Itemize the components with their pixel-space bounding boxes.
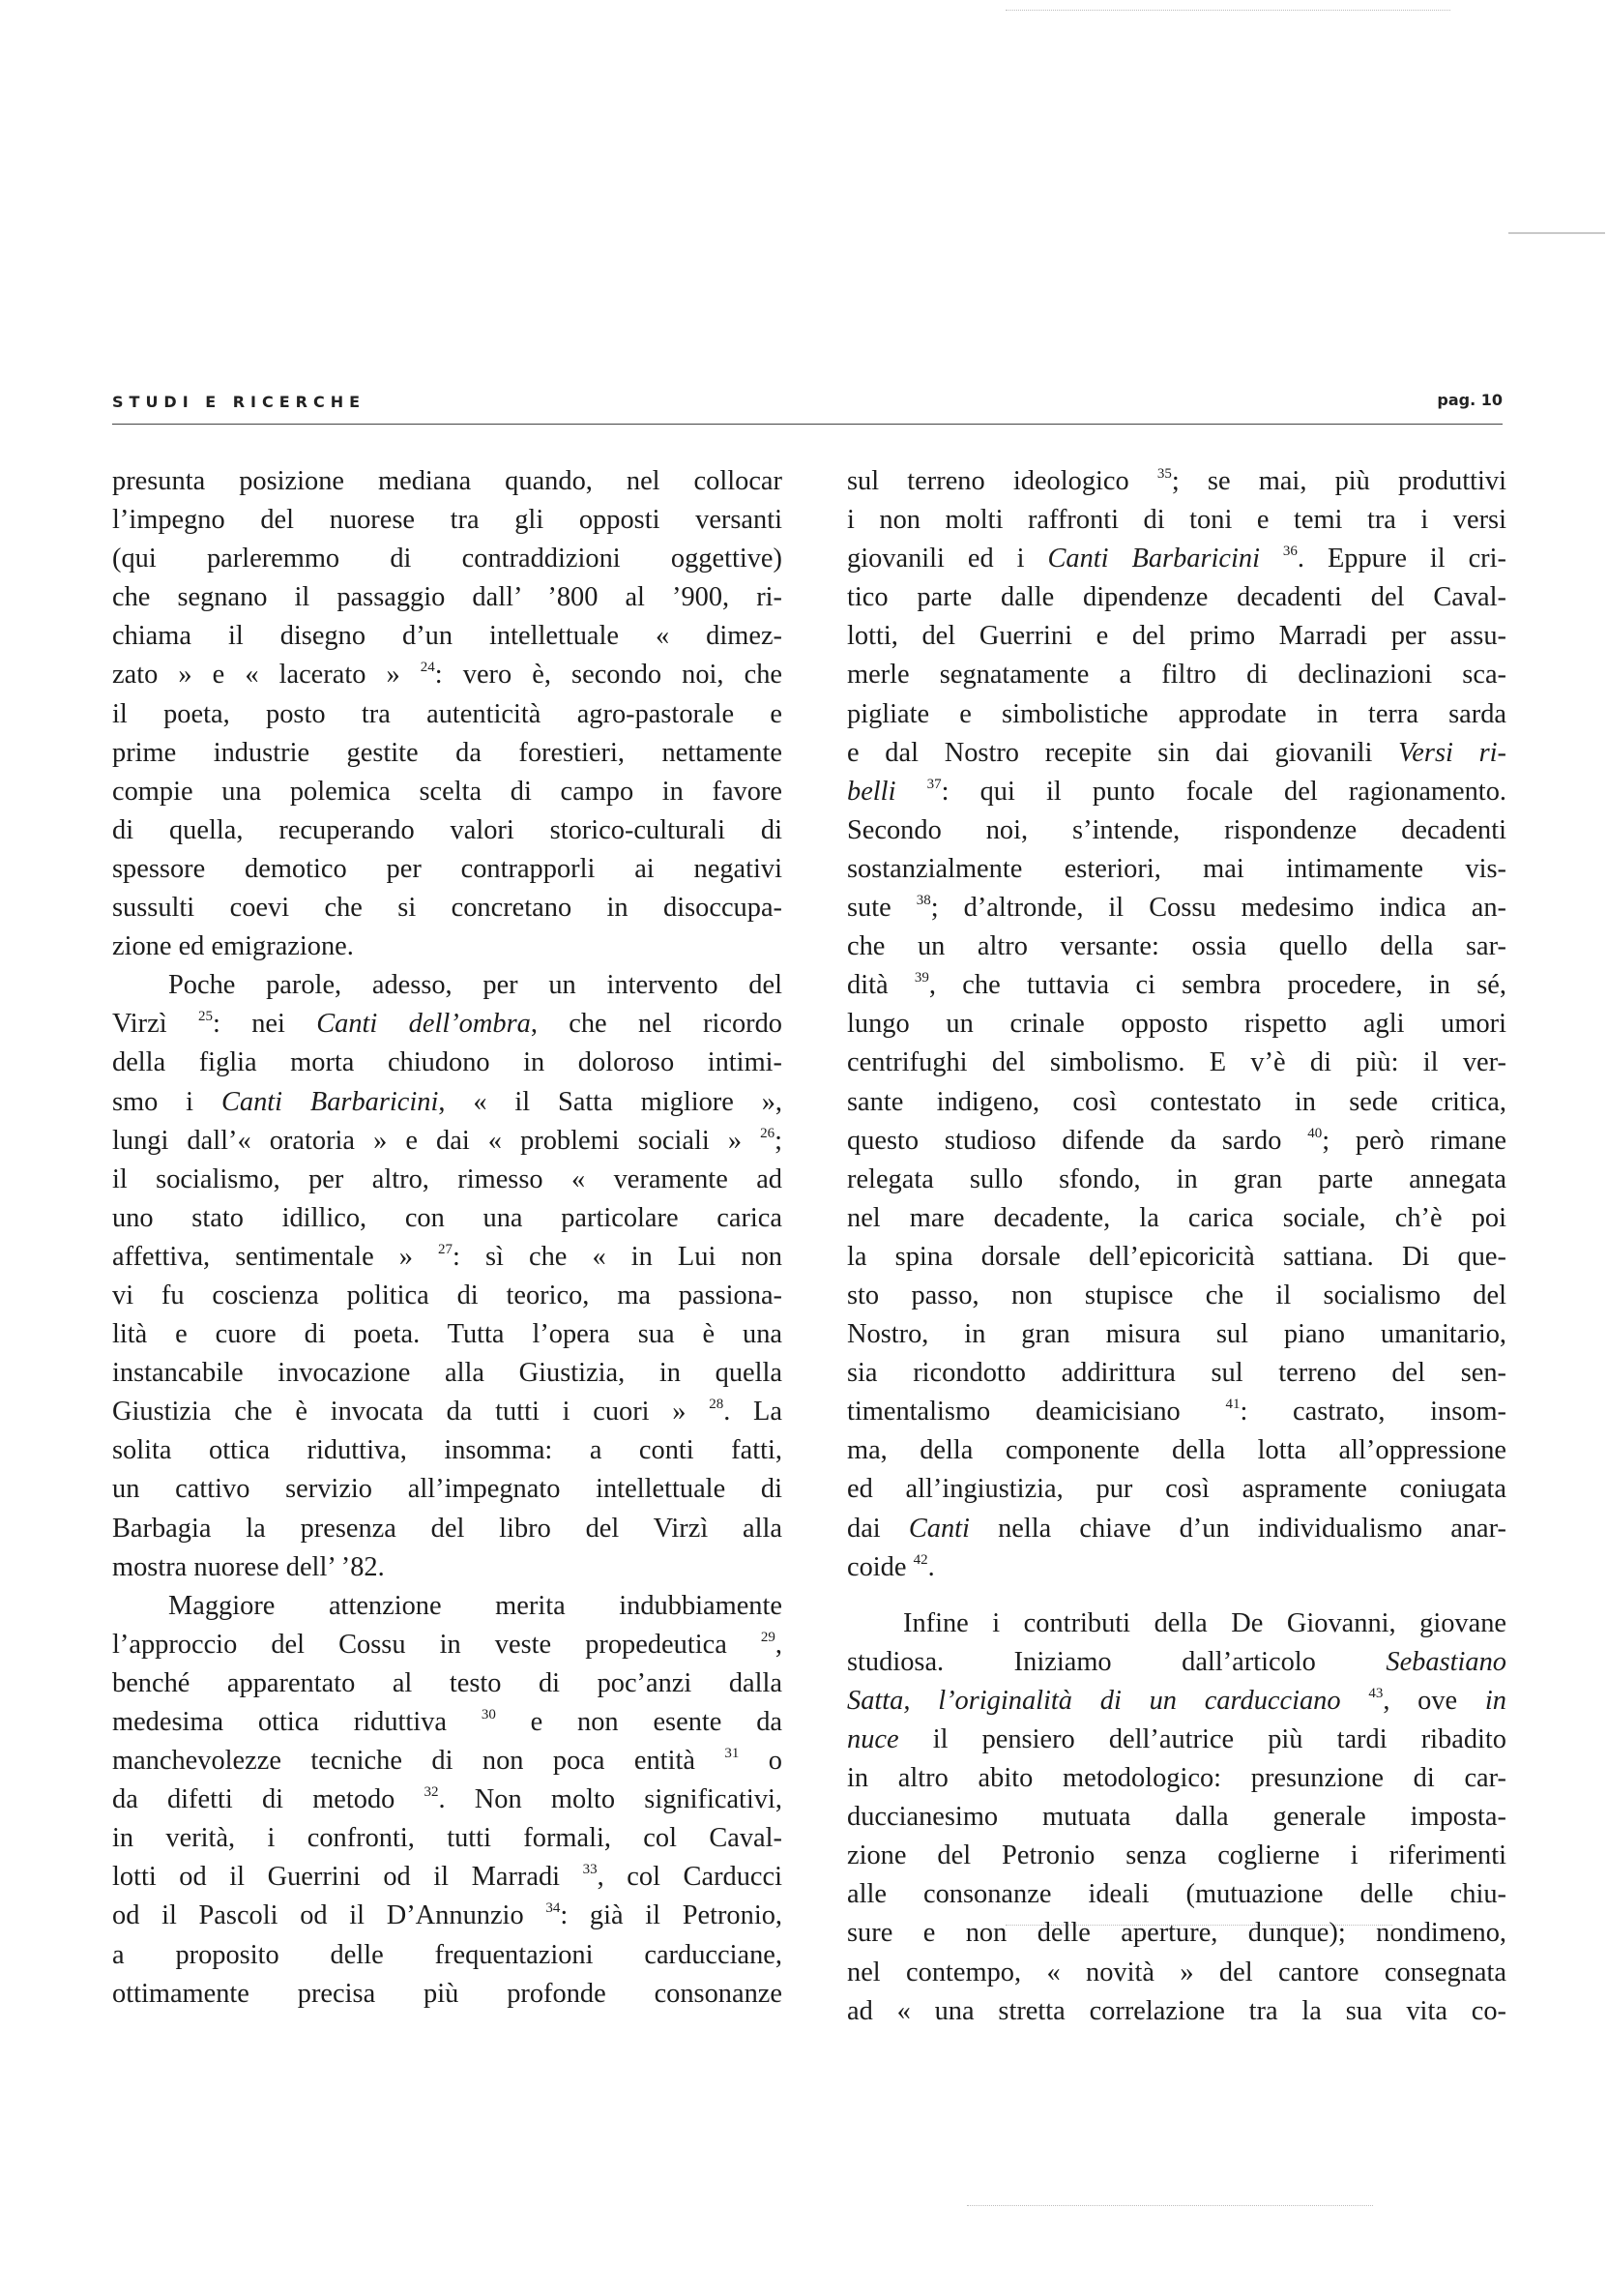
text-line: coide $^{42}$. [847,1551,935,1582]
text-line: compie una polemica scelta di campo in favore [112,776,782,807]
text-line: questo studioso difende da sardo $^{40}$; però rimane [847,1125,1507,1156]
text-line: Poche parole, adesso, per un intervento del [168,970,782,1001]
text-line: lotti, del Guerrini e del primo Marradi per assu- [847,621,1506,652]
text-line: sute $^{38}$; d’altronde, il Cossu medesimo indica an- [847,893,1506,924]
text-line: manchevolezze tecniche di non poca entità $^{31}$ o [112,1746,782,1777]
text-line: dai Canti nella chiave d’un individualismo anar- [847,1513,1506,1544]
header-rule [112,424,1503,425]
text-line: il poeta, posto tra autenticità agro-pastorale e [112,698,782,729]
text-line: Barbagia la presenza del libro del Virzì alla [112,1513,782,1544]
text-line: ottimamente precisa più profonde consonanze [112,1978,782,2009]
text-line: vi fu coscienza politica di teorico, ma passiona- [112,1280,782,1310]
text-line: lità e cuore di poeta. Tutta l’opera sua è una [112,1319,782,1350]
text-line: solita ottica riduttiva, insomma: a conti fatti, [112,1435,782,1466]
text-line: Virzì $^{25}$: nei Canti dell’ombra, che nel ricordo [112,1009,782,1040]
scan-artifact-bottom-2 [967,2205,1373,2206]
text-line: sostanzialmente esteriori, mai intimamente vis- [847,853,1506,884]
right-column [847,462,1506,2031]
text-line: alle consonanze ideali (mutuazione delle chiu- [847,1879,1506,1910]
text-line: Satta, l’originalità di un carducciano $^{43}$, ove in [847,1685,1506,1716]
text-line: spessore demotico per contrapporli ai negativi [112,853,782,884]
text-line: duccianesimo mutuata dalla generale imposta- [847,1802,1506,1833]
text-line: timentalismo deamicisiano $^{41}$: castrato, insom- [847,1397,1506,1428]
text-line: mostra nuorese dell’ ’82. [112,1551,385,1582]
text-line: Maggiore attenzione merita indubbiamente [168,1590,782,1621]
paragraph-gap [847,1587,1506,1604]
text-line: sul terreno ideologico $^{35}$; se mai, più produttivi [847,466,1507,496]
text-line: sante indigeno, così contestato in sede critica, [847,1086,1506,1117]
text-line: presunta posizione mediana quando, nel collocar [112,466,782,496]
text-line: Nostro, in gran misura sul piano umanitario, [847,1319,1506,1350]
text-line: affettiva, sentimentale » $^{27}$: sì che « in Lui non [112,1241,782,1272]
text-line: nel mare decadente, la carica sociale, ch’è poi [847,1202,1506,1233]
text-line: i non molti raffronti di toni e temi tra i versi [847,505,1506,536]
text-line: centrifughi del simbolismo. E v’è di più: il ver- [847,1047,1506,1078]
text-line: relegata sullo sfondo, in gran parte annegata [847,1163,1506,1194]
text-line: lotti od il Guerrini od il Marradi $^{33}$, col Carducci [112,1862,782,1893]
text-line: tico parte dalle dipendenze decadenti del Caval- [847,582,1506,613]
text-line: merle segnatamente a filtro di declinazioni sca- [847,660,1506,691]
page-number: pag. 10 [1437,391,1503,409]
text-line: che un altro versante: ossia quello della sar- [847,931,1506,962]
text-line: instancabile invocazione alla Giustizia, in quella [112,1358,782,1389]
text-line: sure e non delle aperture, dunque); nondimeno, [847,1918,1506,1949]
text-line: studiosa. Iniziamo dall’articolo Sebastiano [847,1646,1506,1677]
text-line: che segnano il passaggio dall’ ’800 al ’900, ri- [112,582,782,613]
text-line: zato » e « lacerato » $^{24}$: vero è, secondo noi, che [112,660,783,691]
text-line: uno stato idillico, con una particolare carica [112,1202,782,1233]
text-line: smo i Canti Barbaricini, « il Satta migliore », [112,1086,782,1117]
text-line: a proposito delle frequentazioni carducciane, [112,1939,782,1970]
text-line: medesima ottica riduttiva $^{30}$ e non esente da [112,1707,782,1737]
text-line: l’impegno del nuorese tra gli opposti versanti [112,505,782,536]
text-line: (qui parleremmo di contraddizioni oggettive) [112,544,782,574]
text-line: l’approccio del Cossu in veste propedeutica $^{29}$, [112,1629,782,1660]
text-line: Infine i contributi della De Giovanni, giovane [903,1607,1506,1638]
text-line: lungo un crinale opposto rispetto agli umori [847,1009,1506,1040]
text-line: chiama il disegno d’un intellettuale « dimez- [112,621,782,652]
text-line: giovanili ed i Canti Barbaricini $^{36}$. Eppure il cri- [847,544,1506,574]
text-line: da difetti di metodo $^{32}$. Non molto significativi, [112,1784,783,1815]
text-line: dità $^{39}$, che tuttavia ci sembra procedere, in sé, [847,970,1507,1001]
text-line: sussulti coevi che si concretano in disoccupa- [112,893,782,924]
text-line: di quella, recuperando valori storico-culturali di [112,814,782,845]
scan-artifact-top [1006,10,1450,11]
text-line: sto passo, non stupisce che il socialismo del [847,1280,1506,1310]
text-line: nuce il pensiero dell’autrice più tardi ribadito [847,1724,1506,1754]
text-line: lungi dall’« oratoria » e dai « problemi sociali » $^{26}$; [112,1125,782,1156]
text-line: prime industrie gestite da forestieri, nettamente [112,737,782,768]
left-column [112,462,782,2014]
text-line: la spina dorsale dell’epicoricità sattiana. Di que- [847,1241,1506,1272]
text-line: ad « una stretta correlazione tra la sua vita co- [847,1995,1506,2026]
running-header [112,391,1503,420]
text-line: sia ricondotto addirittura sul terreno del sen- [847,1358,1506,1389]
text-line: Secondo noi, s’intende, rispondenze decadenti [847,814,1506,845]
text-line: benché apparentato al testo di poc’anzi dalla [112,1667,782,1698]
text-line: in verità, i confronti, tutti formali, col Caval- [112,1823,782,1854]
text-line: zione del Petronio senza coglierne i riferimenti [847,1840,1506,1871]
text-line: nel contempo, « novità » del cantore consegnata [847,1957,1506,1987]
text-line: in altro abito metodologico: presunzione di car- [847,1763,1506,1794]
text-line: zione ed emigrazione. [112,931,354,962]
text-line: ma, della componente della lotta all’oppressione [847,1435,1506,1466]
text-line: e dal Nostro recepite sin dai giovanili Versi ri- [847,737,1506,768]
text-line: il socialismo, per altro, rimesso « veramente ad [112,1163,782,1194]
text-line: ed all’ingiustizia, pur così aspramente coniugata [847,1474,1506,1505]
text-line: Giustizia che è invocata da tutti i cuori » $^{28}$. La [112,1397,782,1428]
scan-artifact-right [1508,232,1605,234]
text-line: belli $^{37}$: qui il punto focale del ragionamento. [847,776,1506,807]
text-line: della figlia morta chiudono in doloroso intimi- [112,1047,782,1078]
text-line: od il Pascoli od il D’Annunzio $^{34}$: già il Petronio, [112,1900,783,1931]
text-line: un cattivo servizio all’impegnato intellettuale di [112,1474,782,1505]
text-line: pigliate e simbolistiche approdate in terra sarda [847,698,1506,729]
journal-title: STUDI E RICERCHE [112,393,366,411]
